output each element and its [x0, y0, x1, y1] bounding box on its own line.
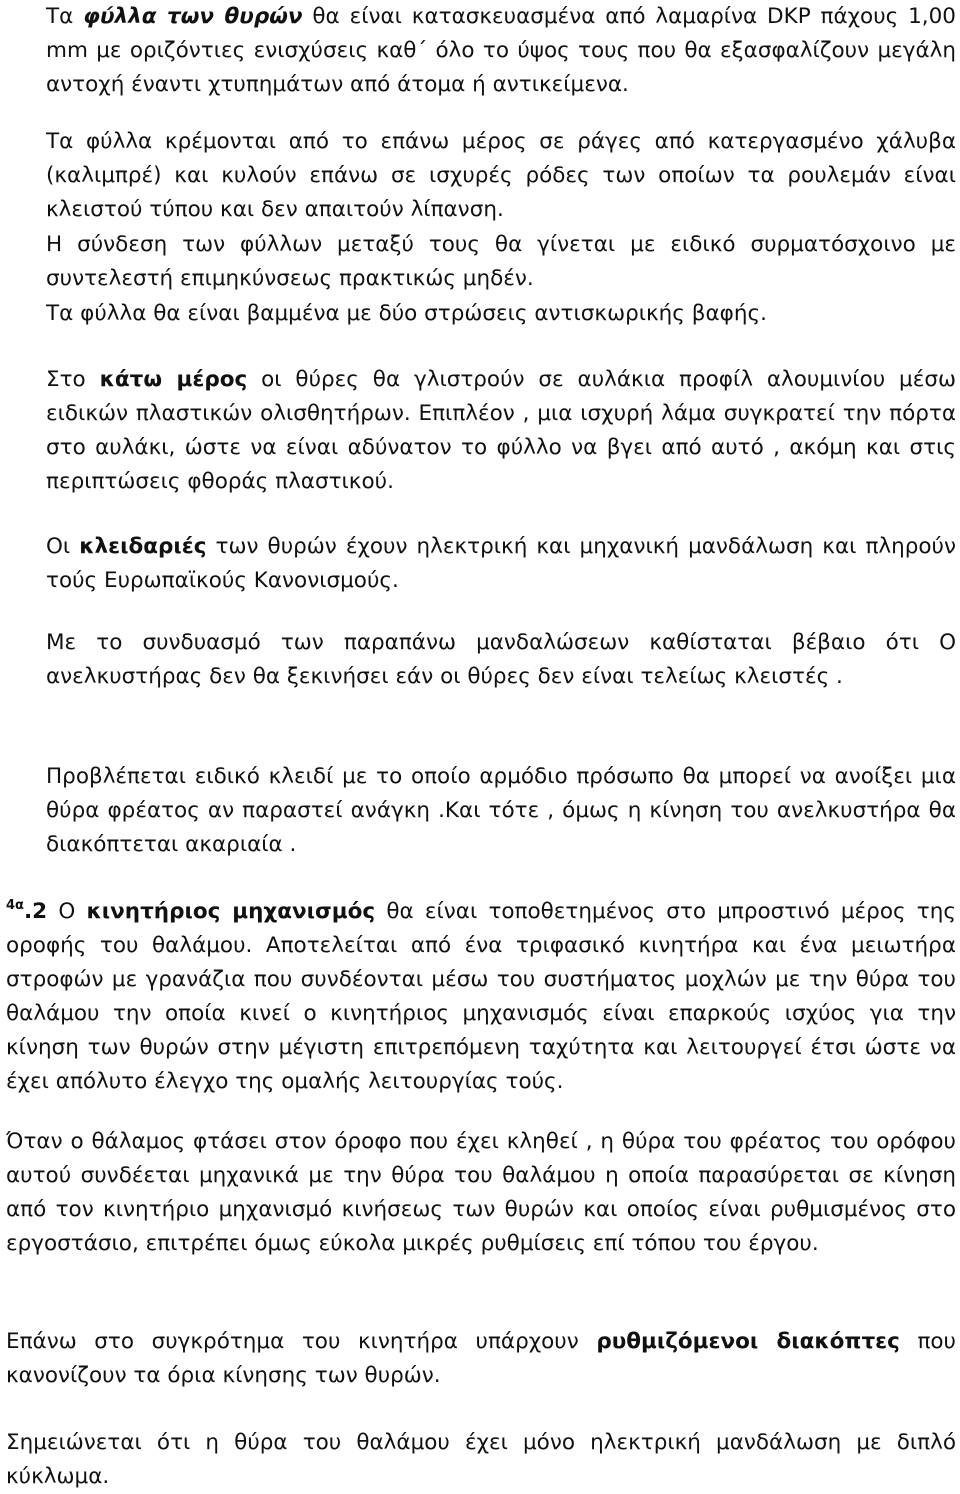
paragraph-rails-rollers [46, 125, 956, 227]
body-text: Τα φύλλα θα είναι βαμμένα με δύο στρώσεις αντισκωρικής βαφής. [46, 301, 767, 326]
paragraph-special-key [46, 760, 956, 862]
paragraph-cabin-arrival [6, 1125, 956, 1261]
paragraph-cabin-door-lock [6, 1426, 956, 1494]
body-text: Επάνω στο συγκρότημα του κινητήρα υπάρχουν [6, 1329, 597, 1354]
paragraph-panel-connection [46, 228, 956, 296]
emphasis-text: 4α [6, 898, 24, 913]
body-text: Τα φύλλα κρέμονται από το επάνω μέρος σε ράγες από κατεργασμένο χάλυβα (καλιμπρέ) και κυλούν επάνω σε ισχυρές ρόδες των οποίων τα ρουλεμάν είναι κλειστού τύπου και δεν απαιτούν λίπανση. [46, 129, 956, 222]
paragraph-door-panels [46, 0, 956, 102]
body-text: Σημειώνεται ότι η θύρα του θαλάμου έχει μόνο ηλεκτρική μανδάλωση με διπλό κύκλωμα. [6, 1430, 956, 1489]
body-text: Όταν ο θάλαμος φτάσει στον όροφο που έχει κληθεί , η θύρα του φρέατος του ορόφου αυτού συνδέεται μηχανικά με την θύρα του θαλάμου η οποία παρασύρεται σε κίνηση από τον κινητήριο μηχανισμό κινήσεως των θυρών και οποίος είναι ρυθμισμένος στο εργοστάσιο, επιτρέπει όμως εύκολα μικρές ρυθμίσεις επί τόπου του έργου. [6, 1129, 956, 1256]
body-text: Τα [46, 4, 84, 29]
body-text: Προβλέπεται ειδικό κλειδί με το οποίο αρμόδιο πρόσωπο θα μπορεί να ανοίξει μια θύρα φρέατος αν παραστεί ανάγκη .Και τότε , όμως η κίνηση του ανελκυστήρα θα διακόπτεται ακαριαία . [46, 764, 956, 857]
body-text: Οι [46, 534, 80, 559]
emphasis-text: φύλλα των θυρών [83, 4, 303, 29]
body-text: θα είναι κατασκευασμένα από λαμαρίνα DKP πάχους 1,00 mm με οριζόντιες ενισχύσεις καθ΄ όλο το ύψος τους που θα εξασφαλίζουν μεγάλη αντοχή έναντι χτυπημάτων από άτομα ή αντικείμενα. [46, 4, 956, 97]
paragraph-paint [46, 297, 956, 331]
paragraph-locks [46, 530, 956, 598]
paragraph-bottom-guides [46, 363, 956, 499]
emphasis-text: κάτω μέρος [99, 367, 248, 392]
body-text: Στο [46, 367, 100, 392]
paragraph-interlocks [46, 626, 956, 694]
emphasis-text: ρυθμιζόμενοι διακόπτες [596, 1329, 900, 1354]
body-text: οι θύρες θα γλιστρούν σε αυλάκια προφίλ αλουμινίου μέσω ειδικών πλαστικών ολισθητήρων. Επιπλέον , μια ισχυρή λάμα συγκρατεί την πόρτα στο αυλάκι, ώστε να είναι αδύνατον το φύλλο να βγει από αυτό , ακόμη και στις περιπτώσεις φθοράς πλαστικού. [46, 367, 956, 494]
body-text: Η σύνδεση των φύλλων μεταξύ τους θα γίνεται με ειδικό συρματόσχοινο με συντελεστή επιμηκύνσεως πρακτικώς μηδέν. [46, 232, 956, 291]
body-text: θα είναι τοποθετημένος στο μπροστινό μέρος της οροφής του θαλάμου. Αποτελείται από ένα τριφασικό κινητήρα και ένα μειωτήρα στροφών με γρανάζια που συνδέονται μέσω του συστήματος μοχλών με την θύρα του θαλάμου την οποία κινεί ο κινητήριος μηχανισμός είναι επαρκούς ισχύος για την κίνηση των θυρών στην μέγιστη επιτρεπόμενη ταχύτητα και λειτουργεί έτσι ώστε να έχει απόλυτο έλεγχο της ομαλής λειτουργίας τούς. [6, 899, 957, 1094]
emphasis-text: .2 [23, 899, 48, 924]
paragraph-limit-switches [6, 1325, 956, 1393]
body-text: των θυρών έχουν ηλεκτρική και μηχανική μανδάλωση και πληρούν τούς Ευρωπαϊκούς Κανονισμούς. [46, 534, 956, 593]
body-text: που κανονίζουν τα όρια κίνησης των θυρών. [6, 1329, 956, 1388]
emphasis-text: κλειδαριές [79, 534, 207, 559]
body-text: Με το συνδυασμό των παραπάνω μανδαλώσεων καθίσταται βέβαιο ότι Ο ανελκυστήρας δεν θα ξεκινήσει εάν οι θύρες δεν είναι τελείως κλειστές . [46, 630, 956, 689]
body-text: Ο [47, 899, 87, 924]
emphasis-text: κινητήριος μηχανισμός [86, 899, 376, 924]
paragraph-drive-mechanism [6, 895, 956, 1099]
